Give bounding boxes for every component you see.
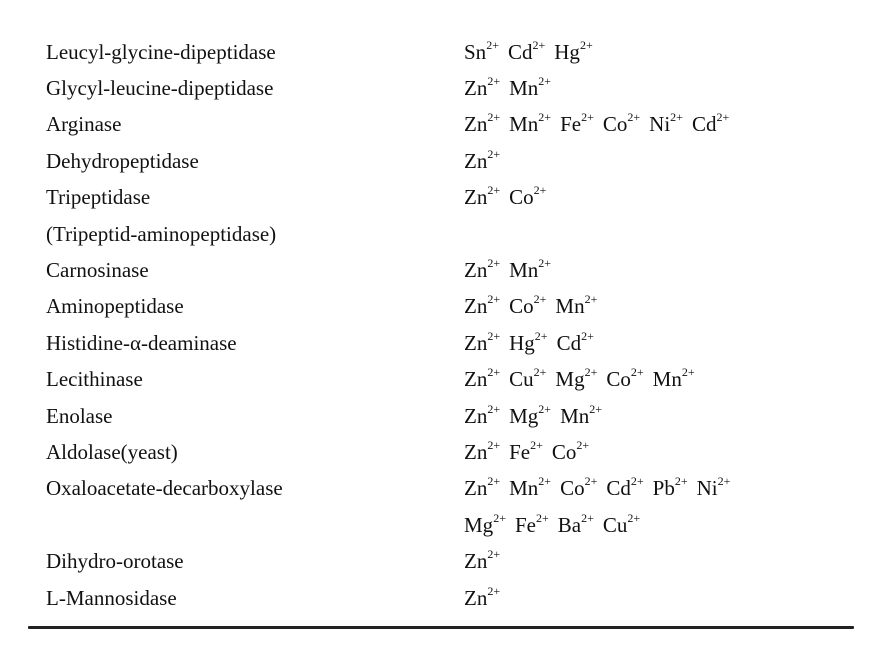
ion-charge: 2+ (532, 37, 546, 52)
metal-ion (509, 294, 546, 319)
table-row (46, 252, 864, 288)
ion-symbol: Cd (507, 39, 533, 64)
ion-charge: 2+ (534, 328, 548, 343)
metal-ion (649, 112, 683, 137)
ion-symbol: Mn (560, 403, 590, 428)
ion-charge: 2+ (538, 256, 552, 271)
ion-symbol: Zn (464, 439, 488, 464)
enzyme-name: Oxaloacetate-decarboxylase (46, 476, 283, 501)
metal-ion (554, 37, 593, 65)
ion-symbol: Co (551, 439, 577, 464)
enzyme-name: Glycyl-leucine-dipeptidase (46, 76, 274, 101)
metal-ion (692, 112, 729, 137)
ion-charge: 2+ (674, 474, 688, 489)
metal-ions-cell (464, 507, 864, 543)
ion-symbol: Co (560, 476, 585, 501)
ion-symbol: Mn (555, 294, 585, 319)
enzyme-name: L-Mannosidase (46, 585, 177, 610)
metal-ions-cell (464, 70, 864, 106)
ion-charge: 2+ (533, 365, 547, 380)
metal-ions-cell (464, 143, 864, 179)
metal-ion (560, 401, 603, 429)
metal-ions-cell (464, 216, 864, 252)
ion-symbol: Fe (560, 112, 582, 137)
ion-symbol: Zn (464, 258, 488, 283)
table-bottom-rule (28, 626, 854, 629)
ion-symbol: Zn (464, 112, 488, 137)
metal-ion (464, 185, 500, 210)
ion-charge: 2+ (487, 365, 501, 380)
enzyme-name: (Tripeptid-aminopeptidase) (46, 221, 277, 246)
metal-ion (653, 476, 688, 501)
ion-symbol: Ni (649, 112, 671, 137)
ion-charge: 2+ (670, 110, 683, 125)
ion-charge: 2+ (487, 437, 501, 452)
table-row (46, 143, 864, 179)
ion-symbol: Cu (602, 512, 628, 537)
enzyme-metal-ion-table (46, 34, 864, 616)
enzyme-name: Enolase (46, 403, 113, 428)
ion-charge: 2+ (538, 474, 552, 489)
ion-symbol: Zn (464, 367, 488, 392)
ion-charge: 2+ (630, 365, 644, 380)
metal-ion (509, 367, 546, 392)
metal-ions-cell (464, 434, 864, 470)
ion-symbol: Cd (606, 476, 631, 501)
ion-charge: 2+ (487, 401, 501, 416)
ion-symbol: Mg (555, 367, 585, 392)
ion-charge: 2+ (487, 328, 501, 343)
ion-charge: 2+ (493, 510, 506, 525)
ion-symbol: Co (509, 185, 534, 210)
metal-ions-cell (464, 471, 864, 507)
ion-charge: 2+ (533, 183, 547, 198)
enzyme-name: Tripeptidase (46, 185, 151, 210)
enzyme-name: Lecithinase (46, 367, 143, 392)
table-row (46, 70, 864, 106)
metal-ion (697, 476, 731, 501)
ion-symbol: Mn (509, 76, 539, 101)
ion-charge: 2+ (627, 510, 641, 525)
metal-ion (464, 294, 500, 319)
metal-ion (560, 476, 597, 501)
table-row (46, 325, 864, 361)
table-row (46, 362, 864, 398)
metal-ions-cell (464, 543, 864, 579)
metal-ions-cell (464, 398, 864, 434)
ion-charge: 2+ (487, 547, 501, 562)
ion-symbol: Mn (509, 258, 539, 283)
metal-ion (464, 401, 501, 429)
metal-ion (557, 510, 594, 538)
ion-charge: 2+ (576, 437, 590, 452)
ion-symbol: Zn (464, 403, 488, 428)
ion-symbol: Hg (554, 39, 580, 64)
metal-ion (509, 437, 543, 465)
ion-charge: 2+ (589, 401, 603, 416)
metal-ions-cell (464, 252, 864, 288)
metal-ion (509, 476, 551, 501)
ion-charge: 2+ (581, 510, 594, 525)
table-row (46, 180, 864, 216)
metal-ion (560, 112, 594, 137)
metal-ion (464, 112, 500, 137)
metal-ion (464, 437, 501, 465)
metal-ion (555, 367, 597, 392)
ion-symbol: Zn (464, 76, 488, 101)
ion-charge: 2+ (533, 292, 547, 307)
ion-symbol: Pb (652, 476, 675, 501)
metal-ion (464, 583, 501, 611)
ion-charge: 2+ (584, 365, 598, 380)
ion-charge: 2+ (630, 474, 644, 489)
ion-symbol: Zn (464, 549, 488, 574)
metal-ion (464, 549, 500, 574)
metal-ions-cell (464, 180, 864, 216)
metal-ions-cell (464, 580, 864, 616)
metal-ion (653, 367, 695, 392)
metal-ion (602, 510, 641, 538)
ion-symbol: Hg (509, 330, 535, 355)
enzyme-name: Aldolase(yeast) (46, 439, 178, 464)
metal-ions-cell (464, 34, 864, 70)
metal-ions-cell (464, 362, 864, 398)
ion-charge: 2+ (717, 474, 731, 489)
ion-symbol: Mg (464, 512, 494, 537)
ion-symbol: Fe (509, 439, 531, 464)
table-row (46, 216, 864, 252)
enzyme-name (46, 507, 464, 543)
ion-charge: 2+ (535, 510, 549, 525)
table-row (46, 289, 864, 325)
table-row (46, 543, 864, 579)
metal-ion (464, 76, 500, 101)
metal-ion (603, 112, 640, 137)
ion-symbol: Zn (464, 585, 488, 610)
ion-charge: 2+ (538, 110, 552, 125)
ion-charge: 2+ (487, 146, 501, 161)
enzyme-name: Arginase (46, 112, 122, 137)
metal-ion (509, 401, 552, 429)
ion-charge: 2+ (579, 37, 593, 52)
ion-charge: 2+ (487, 256, 501, 271)
metal-ion (464, 476, 500, 501)
enzyme-name: Aminopeptidase (46, 294, 184, 319)
ion-charge: 2+ (584, 292, 598, 307)
metal-ion (507, 37, 546, 65)
ion-symbol: Mn (652, 367, 682, 392)
ion-charge: 2+ (538, 74, 552, 89)
ion-charge: 2+ (584, 474, 598, 489)
enzyme-name: Histidine-α-deaminase (46, 330, 237, 355)
ion-symbol: Zn (464, 476, 488, 501)
metal-ion (556, 328, 594, 356)
metal-ion (509, 328, 548, 356)
metal-ion (514, 510, 549, 538)
metal-ion (509, 258, 551, 283)
metal-ions-cell (464, 325, 864, 361)
metal-ion (464, 510, 506, 538)
metal-ion (606, 367, 643, 392)
ion-charge: 2+ (530, 437, 543, 452)
ion-symbol: Co (602, 112, 628, 137)
ion-charge: 2+ (487, 74, 501, 89)
metal-ion (464, 328, 501, 356)
ion-symbol: Zn (464, 294, 488, 319)
ion-symbol: Mg (509, 403, 539, 428)
metal-ion (606, 476, 643, 501)
ion-symbol: Ba (557, 512, 582, 537)
ion-charge: 2+ (581, 328, 594, 343)
metal-ion (464, 146, 501, 174)
table-row (46, 471, 864, 507)
metal-ion (464, 367, 500, 392)
ion-symbol: Zn (464, 185, 488, 210)
table-row (46, 107, 864, 143)
table-row (46, 434, 864, 470)
ion-symbol: Mn (509, 476, 539, 501)
ion-charge: 2+ (487, 110, 501, 125)
table-row (46, 580, 864, 616)
metal-ion (509, 112, 551, 137)
ion-charge: 2+ (681, 365, 695, 380)
ion-charge: 2+ (627, 110, 641, 125)
ion-symbol: Cd (556, 330, 582, 355)
table-row (46, 507, 864, 543)
ion-charge: 2+ (487, 183, 501, 198)
metal-ion (509, 76, 551, 101)
table-row (46, 398, 864, 434)
ion-symbol: Cd (691, 112, 717, 137)
metal-ion (555, 294, 597, 319)
ion-charge: 2+ (487, 474, 501, 489)
table-row (46, 34, 864, 70)
ion-symbol: Zn (464, 148, 488, 173)
ion-symbol: Ni (696, 476, 718, 501)
ion-charge: 2+ (487, 292, 501, 307)
ion-symbol: Co (606, 367, 631, 392)
metal-ions-cell (464, 107, 864, 143)
ion-charge: 2+ (487, 583, 501, 598)
ion-symbol: Zn (464, 330, 488, 355)
metal-ion (551, 437, 590, 465)
ion-symbol: Cu (509, 367, 534, 392)
table-body (46, 34, 864, 616)
enzyme-name: Carnosinase (46, 258, 149, 283)
metal-ion (464, 258, 500, 283)
ion-charge: 2+ (716, 110, 730, 125)
metal-ion (509, 185, 546, 210)
enzyme-name: Dihydro-orotase (46, 549, 184, 574)
ion-symbol: Sn (464, 39, 487, 64)
metal-ion (464, 37, 499, 65)
metal-ions-cell (464, 289, 864, 325)
ion-symbol: Fe (514, 512, 536, 537)
enzyme-name: Leucyl-glycine-dipeptidase (46, 39, 276, 64)
ion-charge: 2+ (538, 401, 552, 416)
ion-charge: 2+ (581, 110, 594, 125)
enzyme-name: Dehydropeptidase (46, 148, 199, 173)
ion-charge: 2+ (486, 37, 499, 52)
ion-symbol: Co (509, 294, 534, 319)
ion-symbol: Mn (509, 112, 539, 137)
